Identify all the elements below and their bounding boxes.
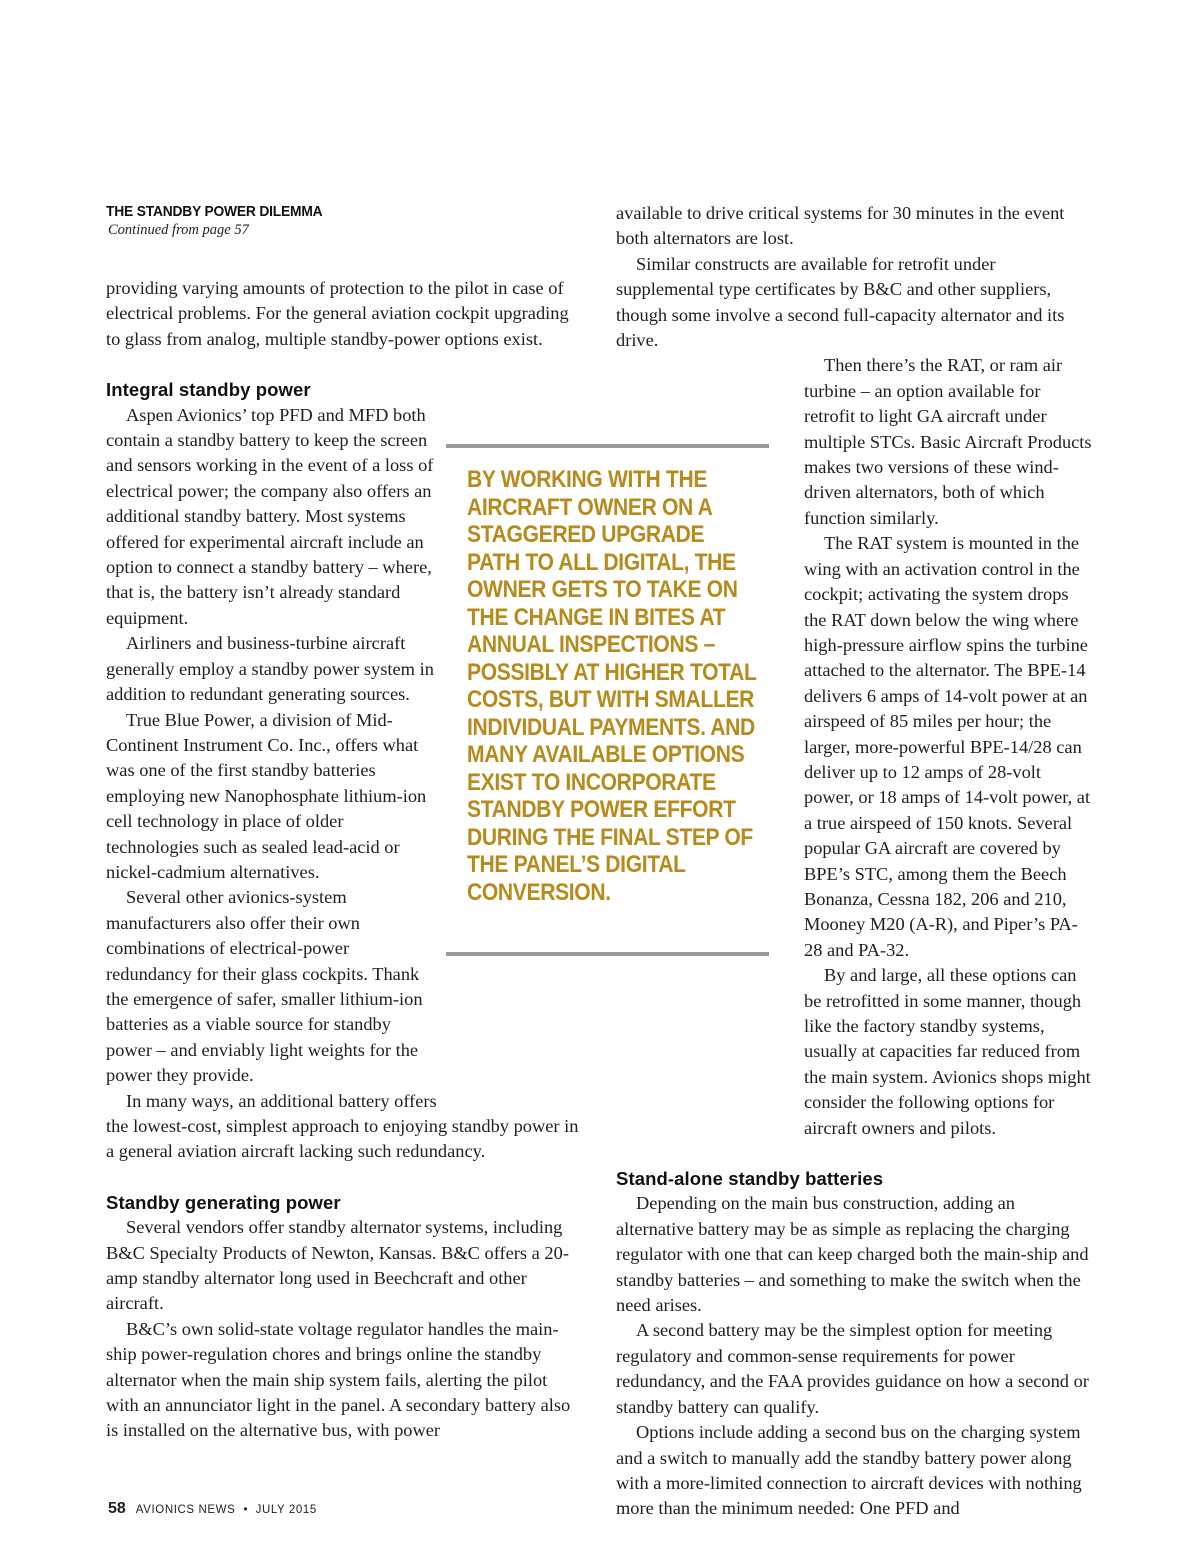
body-paragraph: Then there’s the RAT, or ram air turbine – an option available for retrofit to light GA aircraft under multiple STCs. Basic Aircraft Products makes two versions of these wind-driven alternators, both of which function similarly. bbox=[804, 355, 1092, 528]
body-paragraph: Similar constructs are available for retrofit under supplemental type certificates by B&C and other suppliers, though some involve a second full-capacity alternator and its drive. bbox=[616, 253, 1065, 351]
body-paragraph: The RAT system is mounted in the wing with an activation control in the cockpit; activating the system drops the RAT down below the wing where high-pressure airflow spins the turbine attached to the alternator. The BPE-14 delivers 6 amps of 14-volt power at an airspeed of 85 miles per hour; the larger, more-powerful BPE-14/28 can deliver up to 12 amps of 28-volt power, or 18 amps of 14-volt power, at a true airspeed of 150 knots. Several popular GA aircraft are covered by BPE’s STC, among them the Beech Bonanza, Cessna 182, 206 and 210, Mooney M20 (A-R), and Piper’s PA-28 and PA-32. bbox=[804, 533, 1091, 960]
body-paragraph: B&C’s own solid-state voltage regulator handles the main-ship power-regulation chores and brings online the standby alternator when the main ship system fails, alerting the pilot with an annunciator light in the panel. A secondary battery also is installed on the alternative bus, with power bbox=[106, 1318, 571, 1441]
body-paragraph: True Blue Power, a division of Mid-Continent Instrument Co. Inc., offers what was one of the first standby batteries employing new Nanophosphate lithium-ion cell technology in place of older technologies such as sealed lead-acid or nickel-cadmium alternatives. bbox=[106, 709, 427, 882]
body-paragraph: available to drive critical systems for 30 minutes in the event both alternators are lost. bbox=[616, 203, 1065, 249]
body-paragraph: Depending on the main bus construction, adding an alternative battery may be as simple as replacing the charging regulator with one that can keep charged both the main-ship and standby batteries – and something to make the switch when the need arises. bbox=[616, 1193, 1089, 1316]
body-paragraph: In many ways, an additional battery offers the lowest-cost, simplest approach to enjoying standby power in a general aviation aircraft lacking such redundancy. bbox=[106, 1090, 579, 1162]
body-paragraph: Airliners and business-turbine aircraft generally employ a standby power system in addition to redundant generating sources. bbox=[106, 633, 434, 705]
pull-quote-bottom-rule bbox=[446, 952, 769, 956]
heading-standby-generating-power: Standby generating power bbox=[106, 1191, 341, 1213]
left-intro-paragraph: providing varying amounts of protection to the pilot in case of electrical problems. For the general aviation cockpit upgrading to glass from analog, multiple standby-power options exist. bbox=[106, 278, 569, 349]
body-paragraph: Several other avionics-system manufacturers also offer their own combinations of electrical-power redundancy for their glass cockpits. Thank the emergence of safer, smaller lithium-ion batteries as a viable source for standby power – and enviably light weights for the power they provide. bbox=[106, 887, 423, 1086]
body-paragraph: Several vendors offer standby alternator systems, including B&C Specialty Products of Newton, Kansas. B&C offers a 20-amp standby alternator long used in Beechcraft and other aircraft. bbox=[106, 1217, 569, 1314]
heading-stand-alone-standby-batteries: Stand-alone standby batteries bbox=[616, 1168, 884, 1190]
page-footer bbox=[108, 1500, 317, 1518]
pull-quote-text: BY WORKING WITH THE AIRCRAFT OWNER ON A STAGGERED UPGRADE PATH TO ALL DIGITAL, THE OWNER GETS TO TAKE ON THE CHANGE IN BITES AT ANNUAL INSPECTIONS – POSSIBLY AT HIGHER TOTAL COSTS, BUT WITH SMALLER INDIVIDUAL PAYMENTS. AND MANY AVAILABLE OPTIONS EXIST TO INCORPORATE STANDBY POWER EFFORT DURING THE FINAL STEP OF THE PANEL’S DIGITAL CONVERSION. bbox=[467, 466, 757, 906]
body-paragraph: Options include adding a second bus on the charging system and a switch to manually add the standby battery power along with a more-limited connection to aircraft devices with nothing more than the minimum needed: One PFD and bbox=[616, 1422, 1082, 1519]
bullet-separator: • bbox=[243, 1502, 248, 1516]
pull-quote-top-rule bbox=[446, 444, 769, 448]
issue-date: JULY 2015 bbox=[255, 1504, 317, 1516]
heading-integral-standby-power: Integral standby power bbox=[106, 379, 311, 401]
body-paragraph: A second battery may be the simplest option for meeting regulatory and common-sense requirements for power redundancy, and the FAA provides guidance on how a second or standby battery can qualify. bbox=[616, 1320, 1089, 1417]
page-number: 58 bbox=[108, 1500, 126, 1517]
body-paragraph: Aspen Avionics’ top PFD and MFD both contain a standby battery to keep the screen and sensors working in the event of a loss of electrical power; the company also offers an additional standby battery. Most systems offered for experimental aircraft include an option to connect a standby battery – where, that is, the battery isn’t already standard equipment. bbox=[106, 404, 434, 628]
body-paragraph: By and large, all these options can be retrofitted in some manner, though like the factory standby systems, usually at capacities far reduced from the main system. Avionics shops might consider the following options for aircraft owners and pilots. bbox=[804, 965, 1091, 1138]
continued-from-note: Continued from page 57 bbox=[108, 222, 249, 238]
running-head bbox=[106, 203, 341, 239]
publication-name: AVIONICS NEWS bbox=[135, 1504, 236, 1516]
pull-quote bbox=[446, 444, 769, 956]
running-head-title: THE STANDBY POWER DILEMMA bbox=[106, 203, 323, 220]
